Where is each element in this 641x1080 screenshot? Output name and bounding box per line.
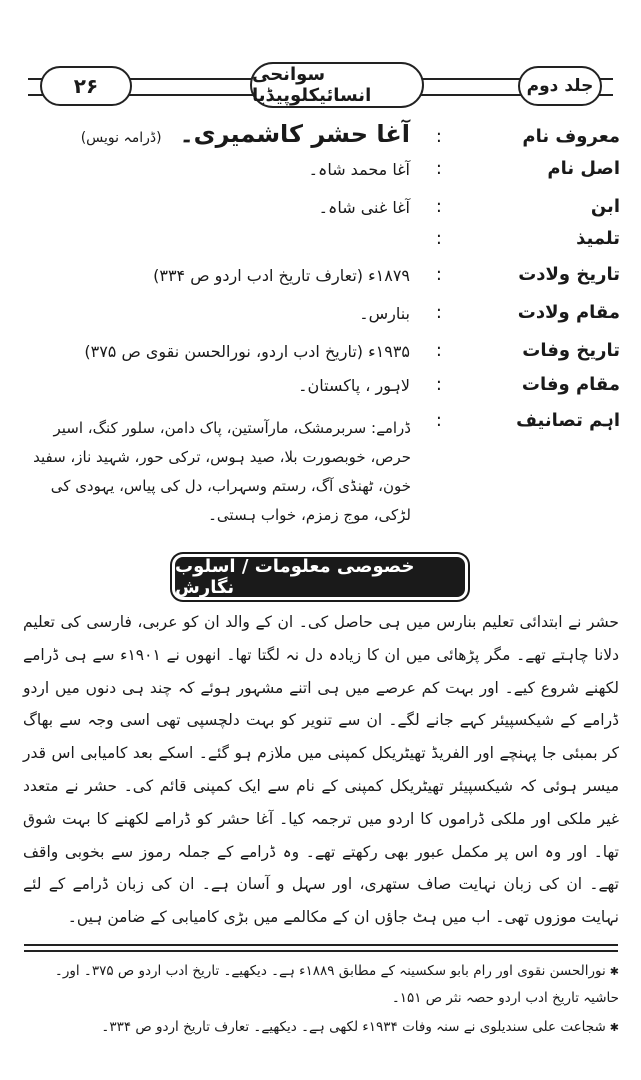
colon: : [435, 302, 442, 323]
profession-note: (ڈرامہ نویس) [80, 130, 162, 146]
profile-row-birth-date [20, 262, 620, 296]
colon: : [435, 264, 442, 285]
colon: : [435, 410, 442, 431]
footnote-bullet-icon: ✱ [609, 1021, 619, 1034]
profile-label: تاریخ ولادت [518, 264, 620, 285]
footnote-text: شجاعت علی سندیلوی نے سنہ وفات ۱۹۳۴ء لکھی ہے۔ دیکھیے۔ تعارف تاریخ اردو ص ۳۳۴۔ [101, 1019, 606, 1035]
colon: : [435, 126, 442, 147]
page-header [28, 60, 613, 118]
footnote-rule [24, 944, 618, 946]
profile-label: تاریخ وفات [522, 340, 620, 361]
profile-row-disciple [20, 226, 620, 260]
profile-label: مقام وفات [521, 374, 620, 395]
profile-value: آغا غنی شاہ۔ [318, 198, 410, 217]
profile-label: ابن [590, 196, 620, 217]
profile-value: آغا محمد شاہ۔ [308, 160, 410, 179]
profile-row-death-place [20, 372, 620, 406]
profile-value-known-name [20, 120, 410, 148]
colon: : [435, 374, 442, 395]
footnote-2 [23, 1014, 619, 1041]
profile-label: مقام ولادت [517, 302, 620, 323]
profile-label: معروف نام [522, 126, 620, 147]
profile-label: اصل نام [547, 158, 620, 179]
footnote-text: نورالحسن نقوی اور رام بابو سکسینہ کے مطابق ۱۸۸۹ء ہے۔ دیکھیے۔ تاریخ ادب اردو ص ۳۷۵۔ اور۔ حاشیہ تاریخ ادب اردو حصہ نثر ص ۱۵۱۔ [54, 963, 619, 1006]
profile-value: بنارس۔ [359, 304, 410, 323]
colon: : [435, 196, 442, 217]
colon: : [435, 228, 442, 249]
profile-row-death-date [20, 338, 620, 372]
profile-label: تلمیذ [576, 228, 620, 249]
footnote-1 [23, 958, 619, 1011]
footnote-bullet-icon: ✱ [609, 965, 619, 978]
volume-label: جلد دوم [518, 66, 602, 106]
profile-value: لاہور ، پاکستان۔ [298, 376, 410, 395]
page-number: ۲۶ [40, 66, 132, 106]
book-title: سوانحی انسائیکلوپیڈیا [250, 62, 424, 108]
profile-value: ۱۸۷۹ء (تعارف تاریخ ادب اردو ص ۳۳۴) [153, 266, 410, 285]
profile-row-father [20, 194, 620, 228]
profile-label: اہم تصانیف [516, 410, 620, 431]
works-list: ڈرامے: سربرمشک، مارآستین، پاک دامن، سلور کنگ، اسیر حرص، خوبصورت بلا، صید ہوس، ترکی حور، شہید ناز، سفید خون، ٹھنڈی آگ، رستم وسہراب، دل کی پیاس، یہودی کی لڑکی، موج زمزم، خواب ہستی۔ [33, 419, 411, 524]
colon: : [435, 340, 442, 361]
profile-row-known-name [20, 120, 620, 158]
profile-row-birth-place [20, 300, 620, 334]
footnote-rule [24, 950, 618, 952]
profile-row-real-name [20, 156, 620, 190]
section-heading: خصوصی معلومات / اسلوب نگارش [175, 557, 465, 597]
colon: : [435, 158, 442, 179]
known-name-text: آغا حشر کاشمیری۔ [179, 120, 410, 148]
body-paragraph: حشر نے ابتدائی تعلیم بنارس میں ہی حاصل کی۔ ان کے والد ان کو عربی، فارسی کی تعلیم دلانا چاہتے تھے۔ مگر پڑھائی میں ان کا زیادہ دل نہ لگتا تھا۔ انھوں نے ۱۹۰۱ء سے ہی ڈرامے لکھنے شروع کیے۔ اور بہت کم عرصے میں ہی اتنے مشہور ہوئے کہ چند ہی دنوں میں اردو ڈرامے کے شیکسپیئر کہے جانے لگے۔ ان سے تنویر کو بہت دلچسپی تھی اسی وجہ سے بھاگ کر بمبئی جا پہنچے اور الفریڈ تھیٹریکل کمپنی میں ملازم ہو گئے۔ اسکے بعد کامیابی اس قدر میسر ہوئی کہ شیکسپیئر تھیٹریکل کمپنی کے نام سے ایک کمپنی قائم کی۔ حشر نے متعدد غیر ملکی اور ملکی ڈراموں کا اردو میں ترجمہ کیا۔ آغا حشر کو ڈرامے لکھنے کا بہت شوق تھا۔ اور وہ اس پر مکمل عبور بھی رکھتے تھے۔ وہ ڈرامے کے جملہ رموز سے بخوبی واقف تھے۔ ان کی زبان نہایت صاف ستھری، اور سہل و آسان ہے۔ ان کی زبان ڈرامے کے لئے نہایت موزوں تھی۔ اب میں ہٹ جاؤں ان کے مکالمے میں بڑی کامیابی کے ضامن ہیں۔ [23, 613, 620, 927]
profile-value: ۱۹۳۵ء (تاریخ ادب اردو، نورالحسن نقوی ص ۳۷۵) [84, 342, 410, 361]
